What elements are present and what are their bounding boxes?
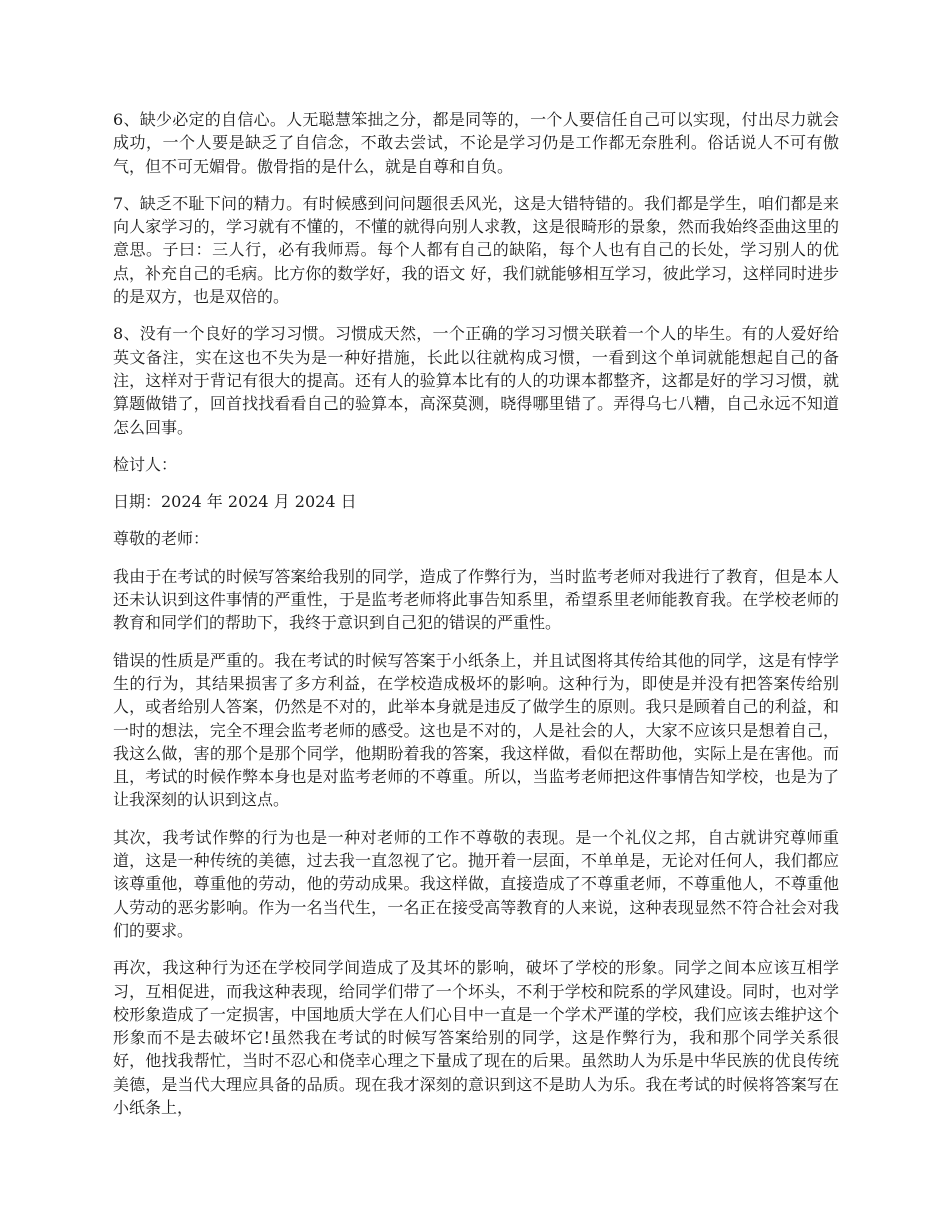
date-line: 日期：2024 年 2024 月 2024 日 [113,492,357,512]
paragraph-point-7: 7、缺乏不耻下问的精力。有时候感到问问题很丢风光，这是大错特错的。我们都是学生，咱们都是来向人家学习的，学习就有不懂的，不懂的就得向别人求教，这是很畸形的景象，然而我始终歪曲这里的意思。子曰：三人行，必有我师焉。每个人都有自己的缺陷，每个人也有自己的长处，学习别人的优点，补充自己的毛病。比方你的数学好，我的语文 好，我们就能够相互学习，彼此学习，这样同时进步的是双方，也是双倍的。 [113,193,839,307]
signer-label: 检讨人： [113,454,178,474]
paragraph-intro: 我由于在考试的时候写答案给我别的同学，造成了作弊行为，当时监考老师对我进行了教育，但是本人还未认识到这件事情的严重性，于是监考老师将此事告知系里，希望系里老师能教育我。在学校老师的教育和同学们的帮助下，我终于意识到自己犯的错误的严重性。 [113,566,839,633]
paragraph-respect-teacher: 其次，我考试作弊的行为也是一种对老师的工作不尊敬的表现。是一个礼仪之邦，自古就讲究尊师重道，这是一种传统的美德，过去我一直忽视了它。抛开着一层面，不单单是，无论对任何人，我们都应该尊重他，尊重他的劳动，他的劳动成果。我这样做，直接造成了不尊重老师，不尊重他人，不尊重他人劳动的恶劣影响。作为一名当代生，一名正在接受高等教育的人来说，这种表现显然不符合社会对我们的要求。 [113,827,839,940]
paragraph-nature-of-error: 错误的性质是严重的。我在考试的时候写答案于小纸条上，并且试图将其传给其他的同学，这是有悖学生的行为，其结果损害了多方利益，在学校造成极坏的影响。这种行为，即使是并没有把答案传给别人，或者给别人答案，仍然是不对的，此举本身就是违反了做学生的原则。我只是顾着自己的利益，和一时的想法，完全不理会监考老师的感受。这也是不对的，人是社会的人，大家不应该只是想着自己，我这么做，害的那个是那个同学，他期盼着我的答案，我这样做，看似在帮助他，实际上是在害他。而且，考试的时候作弊本身也是对监考老师的不尊重。所以，当监考老师把这件事情告知学校，也是为了让我深刻的认识到这点。 [113,650,839,810]
document-body [113,108,839,1133]
paragraph-school-impact: 再次，我这种行为还在学校同学间造成了及其坏的影响，破坏了学校的形象。同学之间本应该互相学习，互相促进，而我这种表现，给同学们带了一个坏头，不利于学校和院系的学风建设。同时，也对学校形象造成了一定损害，中国地质大学在人们心目中一直是一个学术严谨的学校，我们应该去维护这个形象而不是去破坏它!虽然我在考试的时候写答案给别的同学，这是作弊行为，我和那个同学关系很好，他找我帮忙，当时不忍心和侥幸心理之下量成了现在的后果。虽然助人为乐是中华民族的优良传统美德，是当代大理应具备的品质。现在我才深刻的意识到这不是助人为乐。我在考试的时候将答案写在小纸条上， [113,958,839,1117]
paragraph-point-8: 8、没有一个良好的学习习惯。习惯成天然，一个正确的学习习惯关联着一个人的毕生。有的人爱好给英文备注，实在这也不失为是一种好措施，长此以往就构成习惯，一看到这个单词就能想起自己的备注，这样对于背记有很大的提高。还有人的验算本比有的人的功课本都整齐，这都是好的学习习惯，就算题做错了，回首找找看看自己的验算本，高深莫测，晓得哪里错了。弄得乌七八糟，自己永远不知道怎么回事。 [113,324,839,437]
paragraph-point-6: 6、缺少必定的自信心。人无聪慧笨拙之分，都是同等的，一个人要信任自己可以实现，付出尽力就会成功，一个人要是缺乏了自信念，不敢去尝试，不论是学习仍是工作都无奈胜利。俗话说人不可有傲气，但不可无媚骨。傲骨指的是什么，就是自尊和自负。 [113,110,839,176]
salutation: 尊敬的老师： [113,529,210,549]
